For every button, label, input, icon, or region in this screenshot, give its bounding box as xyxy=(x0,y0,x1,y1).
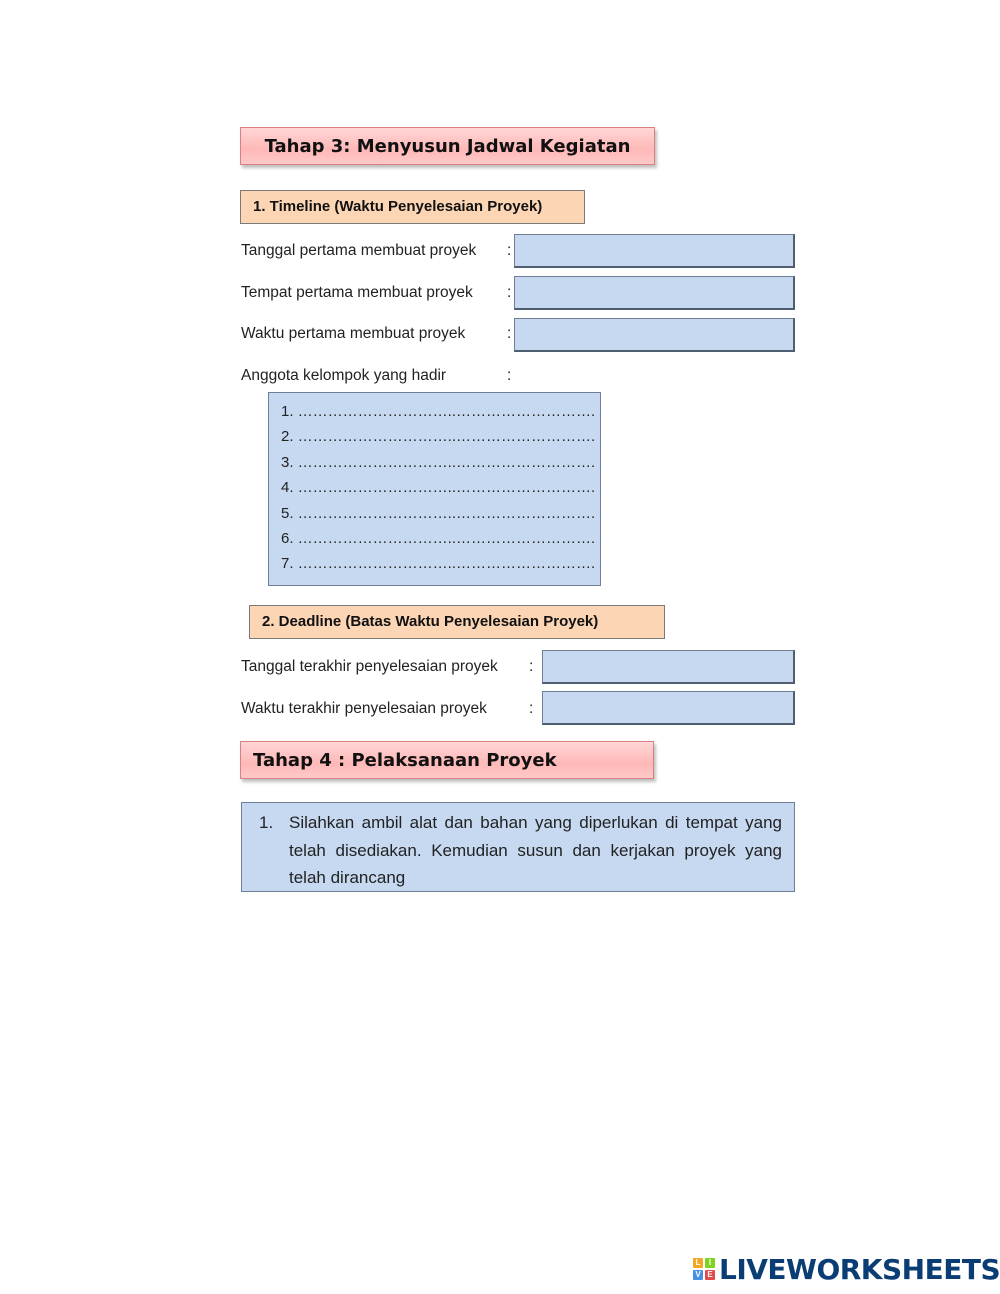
member-line-5[interactable]: 5. …………………………..………………………. xyxy=(281,504,596,522)
stage3-title: Tahap 3: Menyusun Jadwal Kegiatan xyxy=(240,127,655,165)
logo-tile-l: L xyxy=(693,1258,703,1268)
members-colon: : xyxy=(507,367,512,384)
member-line-4[interactable]: 4. …………………………..………………………. xyxy=(281,479,596,497)
logo-tile-e: E xyxy=(705,1270,715,1280)
stage4-title: Tahap 4 : Pelaksanaan Proyek xyxy=(240,741,654,779)
last-date-input[interactable] xyxy=(542,650,795,684)
first-date-label: Tanggal pertama membuat proyek xyxy=(241,242,477,259)
member-line-6[interactable]: 6. …………………………..………………………. xyxy=(281,530,596,548)
instruction-box xyxy=(241,802,795,892)
first-place-colon: : xyxy=(507,284,512,301)
first-date-input[interactable] xyxy=(514,234,795,268)
liveworksheets-logo xyxy=(693,1253,1000,1285)
timeline-heading: 1. Timeline (Waktu Penyelesaian Proyek) xyxy=(240,190,585,224)
logo-tile-i: I xyxy=(705,1258,715,1268)
members-list[interactable] xyxy=(268,392,601,586)
last-time-label: Waktu terakhir penyelesaian proyek xyxy=(241,700,487,717)
first-time-input[interactable] xyxy=(514,318,795,352)
member-line-2[interactable]: 2. …………………………..………………………. xyxy=(281,428,596,446)
logo-tiles-icon xyxy=(693,1258,715,1280)
deadline-heading: 2. Deadline (Batas Waktu Penyelesaian Proyek) xyxy=(249,605,665,639)
first-place-input[interactable] xyxy=(514,276,795,310)
member-line-3[interactable]: 3. …………………………..………………………. xyxy=(281,453,596,471)
logo-tile-v: V xyxy=(693,1270,703,1280)
first-time-colon: : xyxy=(507,325,512,342)
instruction-text: Silahkan ambil alat dan bahan yang diperlukan di tempat yang telah disediakan. Kemudian susun dan kerjakan proyek yang telah dirancang xyxy=(289,813,782,887)
member-line-1[interactable]: 1. …………………………..………………………. xyxy=(281,403,596,420)
first-date-colon: : xyxy=(507,242,512,259)
instruction-number: 1. xyxy=(259,813,274,832)
logo-text: LIVEWORKSHEETS xyxy=(719,1252,1000,1286)
member-line-7[interactable]: 7. …………………………..………………………. xyxy=(281,555,596,573)
members-label: Anggota kelompok yang hadir xyxy=(241,367,447,384)
first-time-label: Waktu pertama membuat proyek xyxy=(241,325,466,342)
last-time-colon: : xyxy=(529,700,534,717)
last-date-colon: : xyxy=(529,658,534,675)
first-place-label: Tempat pertama membuat proyek xyxy=(241,284,473,301)
last-date-label: Tanggal terakhir penyelesaian proyek xyxy=(241,658,498,675)
last-time-input[interactable] xyxy=(542,691,795,725)
